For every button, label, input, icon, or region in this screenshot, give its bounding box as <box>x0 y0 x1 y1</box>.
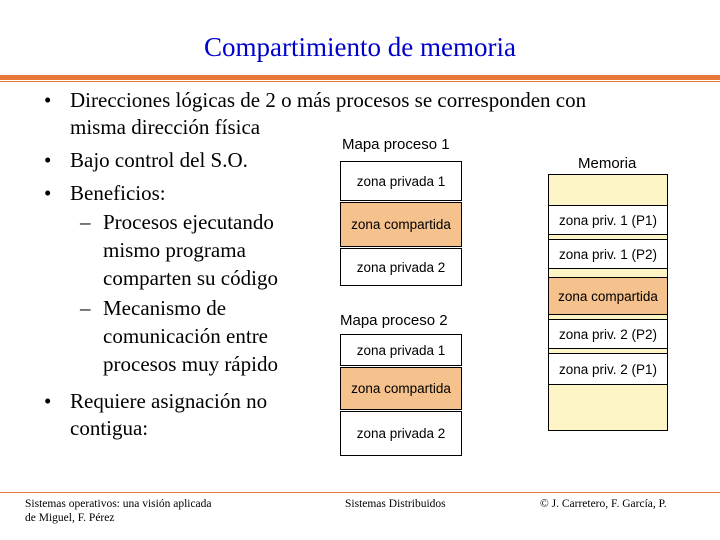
subbullet-2-line2: comunicación entre <box>103 324 269 348</box>
bullet-4-line1: Requiere asignación no <box>70 389 268 413</box>
subbullet-2-line3: procesos muy rápido <box>103 352 278 376</box>
memory-block <box>548 174 668 431</box>
map2-zone-shared: zona compartida <box>340 367 462 410</box>
footer-left-line1: Sistemas operativos: una visión aplicada <box>25 498 212 510</box>
memory-zone-priv2-p2: zona priv. 2 (P2) <box>549 319 667 349</box>
subbullet-dash: – <box>80 210 91 234</box>
memory-zone-priv2-p1: zona priv. 2 (P1) <box>549 353 667 385</box>
map1-zone-private-2: zona privada 2 <box>340 248 462 286</box>
footer-divider <box>0 492 720 493</box>
bullet-3: Beneficios: <box>70 181 166 205</box>
subbullet-dash: – <box>80 296 91 320</box>
subbullet-1-line1: Procesos ejecutando <box>103 210 274 234</box>
map2-zone-private-2: zona privada 2 <box>340 411 462 456</box>
memory-zone-priv1-p1: zona priv. 1 (P1) <box>549 205 667 235</box>
map1-zone-private-1: zona privada 1 <box>340 161 462 201</box>
slide-title: Compartimiento de memoria <box>204 32 516 62</box>
footer-right: © J. Carretero, F. García, P. <box>540 498 667 510</box>
bullet-4-line2: contigua: <box>70 416 149 440</box>
bullet-dot: • <box>44 88 52 112</box>
subbullet-2-line1: Mecanismo de <box>103 296 227 320</box>
map1-title: Mapa proceso 1 <box>342 136 450 153</box>
memory-zone-priv1-p2: zona priv. 1 (P2) <box>549 239 667 269</box>
bullet-1-line1: Direcciones lógicas de 2 o más procesos se corresponden con <box>70 88 587 112</box>
memory-title: Memoria <box>578 155 637 172</box>
bullet-2: Bajo control del S.O. <box>70 148 248 172</box>
bullet-dot: • <box>44 148 52 172</box>
subbullet-1-line3: comparten su código <box>103 266 278 290</box>
footer-center: Sistemas Distribuidos <box>345 498 446 510</box>
subbullet-1-line2: mismo programa <box>103 238 246 262</box>
bullet-1-line2: misma dirección física <box>70 115 261 139</box>
map2-title: Mapa proceso 2 <box>340 312 448 329</box>
footer-left-line2: de Miguel, F. Pérez <box>25 512 115 524</box>
title-divider <box>0 75 720 80</box>
memory-zone-shared: zona compartida <box>549 277 667 315</box>
bullet-dot: • <box>44 389 52 413</box>
map2-zone-private-1: zona privada 1 <box>340 334 462 366</box>
title-divider-thin <box>0 81 720 82</box>
map1-zone-shared: zona compartida <box>340 202 462 247</box>
bullet-dot: • <box>44 181 52 205</box>
